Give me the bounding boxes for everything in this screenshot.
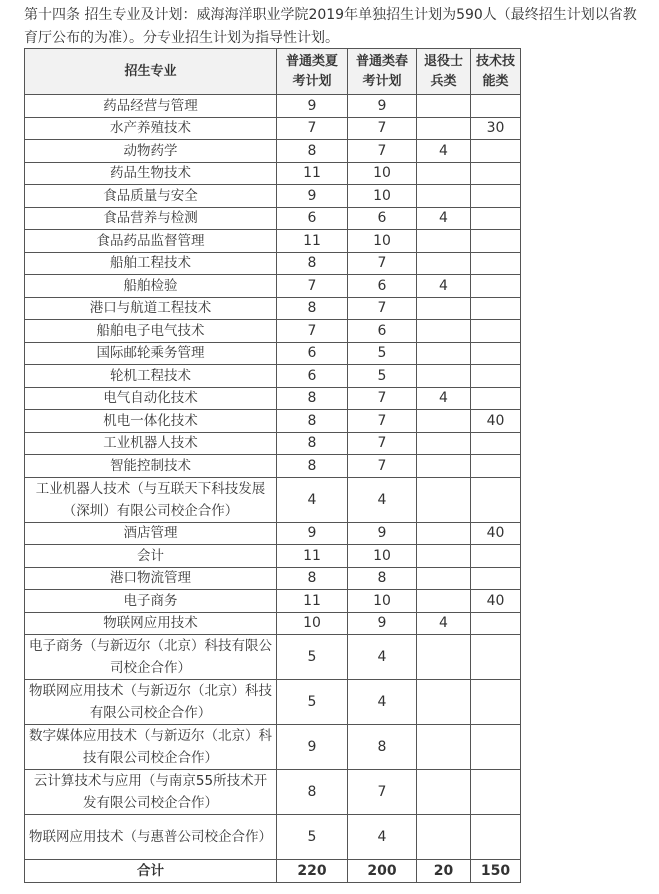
cell-major: 船舶电子电气技术 <box>25 320 277 343</box>
cell-spring: 8 <box>348 567 417 590</box>
cell-skill <box>471 815 521 860</box>
cell-veteran <box>417 545 471 568</box>
cell-spring: 10 <box>348 162 417 185</box>
table-row <box>25 230 521 253</box>
cell-major: 食品营养与检测 <box>25 207 277 230</box>
cell-major: 轮机工程技术 <box>25 365 277 388</box>
header-veteran: 退役士兵类 <box>417 49 471 95</box>
cell-major: 水产养殖技术 <box>25 117 277 140</box>
cell-skill: 40 <box>471 522 521 545</box>
cell-veteran: 4 <box>417 207 471 230</box>
cell-major: 物联网应用技术（与惠普公司校企合作） <box>25 815 277 860</box>
cell-skill <box>471 635 521 680</box>
cell-spring: 7 <box>348 387 417 410</box>
total-veteran: 20 <box>417 860 471 883</box>
table-row <box>25 815 521 860</box>
cell-major: 药品经营与管理 <box>25 95 277 118</box>
cell-major: 物联网应用技术 <box>25 612 277 635</box>
cell-major: 物联网应用技术（与新迈尔（北京）科技有限公司校企合作） <box>25 680 277 725</box>
cell-skill <box>471 680 521 725</box>
cell-spring: 10 <box>348 230 417 253</box>
cell-spring: 10 <box>348 545 417 568</box>
cell-summer: 9 <box>277 725 348 770</box>
cell-major: 动物药学 <box>25 140 277 163</box>
cell-veteran <box>417 95 471 118</box>
cell-major: 船舶检验 <box>25 275 277 298</box>
cell-skill <box>471 387 521 410</box>
table-row <box>25 567 521 590</box>
cell-veteran <box>417 635 471 680</box>
cell-spring: 7 <box>348 140 417 163</box>
total-spring: 200 <box>348 860 417 883</box>
cell-spring: 4 <box>348 477 417 522</box>
table-row <box>25 725 521 770</box>
table-body <box>25 95 521 860</box>
cell-veteran <box>417 815 471 860</box>
table-row <box>25 635 521 680</box>
cell-veteran <box>417 342 471 365</box>
cell-skill: 40 <box>471 590 521 613</box>
cell-veteran: 4 <box>417 612 471 635</box>
cell-summer: 7 <box>277 320 348 343</box>
cell-skill <box>471 477 521 522</box>
cell-skill <box>471 545 521 568</box>
cell-spring: 9 <box>348 612 417 635</box>
cell-veteran: 4 <box>417 275 471 298</box>
cell-summer: 5 <box>277 635 348 680</box>
cell-summer: 6 <box>277 365 348 388</box>
cell-veteran <box>417 522 471 545</box>
cell-spring: 6 <box>348 320 417 343</box>
cell-skill <box>471 140 521 163</box>
cell-major: 酒店管理 <box>25 522 277 545</box>
cell-skill <box>471 162 521 185</box>
intro-paragraph: 第十四条 招生专业及计划：威海海洋职业学院2019年单独招生计划为590人（最终招生计划以省教育厅公布的为准）。分专业招生计划为指导性计划。 <box>24 7 637 46</box>
cell-summer: 8 <box>277 387 348 410</box>
cell-major: 工业机器人技术（与互联天下科技发展（深圳）有限公司校企合作） <box>25 477 277 522</box>
enrollment-plan-table <box>24 48 521 883</box>
cell-veteran <box>417 725 471 770</box>
cell-veteran <box>417 117 471 140</box>
table-row <box>25 140 521 163</box>
cell-summer: 5 <box>277 815 348 860</box>
cell-skill: 30 <box>471 117 521 140</box>
table-row <box>25 365 521 388</box>
table-row <box>25 590 521 613</box>
cell-summer: 9 <box>277 95 348 118</box>
table-row <box>25 252 521 275</box>
cell-veteran <box>417 770 471 815</box>
table-row <box>25 387 521 410</box>
cell-veteran <box>417 455 471 478</box>
cell-summer: 8 <box>277 567 348 590</box>
cell-spring: 9 <box>348 522 417 545</box>
cell-skill <box>471 230 521 253</box>
table-row <box>25 410 521 433</box>
total-skill: 150 <box>471 860 521 883</box>
cell-spring: 5 <box>348 365 417 388</box>
cell-skill <box>471 612 521 635</box>
cell-summer: 5 <box>277 680 348 725</box>
cell-major: 港口物流管理 <box>25 567 277 590</box>
cell-spring: 7 <box>348 410 417 433</box>
cell-veteran <box>417 410 471 433</box>
cell-major: 船舶工程技术 <box>25 252 277 275</box>
table-row <box>25 297 521 320</box>
cell-summer: 11 <box>277 162 348 185</box>
table-row <box>25 477 521 522</box>
cell-summer: 8 <box>277 297 348 320</box>
table-row <box>25 342 521 365</box>
cell-veteran: 4 <box>417 140 471 163</box>
cell-veteran <box>417 252 471 275</box>
cell-major: 会计 <box>25 545 277 568</box>
cell-summer: 11 <box>277 545 348 568</box>
table-row <box>25 185 521 208</box>
cell-skill <box>471 95 521 118</box>
table-row <box>25 320 521 343</box>
cell-spring: 7 <box>348 455 417 478</box>
cell-major: 食品药品监督管理 <box>25 230 277 253</box>
cell-skill <box>471 297 521 320</box>
cell-skill <box>471 185 521 208</box>
cell-veteran <box>417 162 471 185</box>
total-row <box>25 860 521 883</box>
table-row <box>25 432 521 455</box>
cell-summer: 8 <box>277 770 348 815</box>
cell-spring: 7 <box>348 770 417 815</box>
cell-summer: 9 <box>277 185 348 208</box>
cell-spring: 7 <box>348 117 417 140</box>
cell-veteran <box>417 320 471 343</box>
cell-spring: 10 <box>348 185 417 208</box>
table-row <box>25 680 521 725</box>
cell-skill <box>471 455 521 478</box>
cell-summer: 6 <box>277 342 348 365</box>
table-row <box>25 455 521 478</box>
cell-skill: 40 <box>471 410 521 433</box>
cell-major: 电气自动化技术 <box>25 387 277 410</box>
cell-spring: 6 <box>348 207 417 230</box>
cell-summer: 9 <box>277 522 348 545</box>
cell-veteran <box>417 477 471 522</box>
cell-veteran <box>417 680 471 725</box>
cell-veteran <box>417 297 471 320</box>
total-label: 合计 <box>25 860 277 883</box>
cell-skill <box>471 252 521 275</box>
cell-summer: 8 <box>277 432 348 455</box>
cell-major: 智能控制技术 <box>25 455 277 478</box>
cell-veteran: 4 <box>417 387 471 410</box>
header-major: 招生专业 <box>25 49 277 95</box>
cell-major: 国际邮轮乘务管理 <box>25 342 277 365</box>
cell-summer: 8 <box>277 410 348 433</box>
cell-major: 数字媒体应用技术（与新迈尔（北京）科技有限公司校企合作） <box>25 725 277 770</box>
cell-summer: 11 <box>277 590 348 613</box>
cell-veteran <box>417 185 471 208</box>
cell-spring: 7 <box>348 252 417 275</box>
cell-summer: 8 <box>277 252 348 275</box>
cell-skill <box>471 275 521 298</box>
cell-summer: 7 <box>277 275 348 298</box>
table-row <box>25 207 521 230</box>
cell-spring: 4 <box>348 635 417 680</box>
table-row <box>25 545 521 568</box>
cell-spring: 5 <box>348 342 417 365</box>
cell-summer: 6 <box>277 207 348 230</box>
table-row <box>25 117 521 140</box>
cell-summer: 4 <box>277 477 348 522</box>
header-skill: 技术技能类 <box>471 49 521 95</box>
cell-spring: 10 <box>348 590 417 613</box>
cell-spring: 7 <box>348 432 417 455</box>
cell-major: 食品质量与安全 <box>25 185 277 208</box>
cell-skill <box>471 567 521 590</box>
cell-spring: 8 <box>348 725 417 770</box>
cell-veteran <box>417 432 471 455</box>
cell-skill <box>471 207 521 230</box>
cell-spring: 4 <box>348 815 417 860</box>
cell-summer: 8 <box>277 140 348 163</box>
cell-major: 工业机器人技术 <box>25 432 277 455</box>
cell-veteran <box>417 365 471 388</box>
cell-skill <box>471 725 521 770</box>
cell-veteran <box>417 230 471 253</box>
table-row <box>25 275 521 298</box>
cell-spring: 6 <box>348 275 417 298</box>
cell-spring: 7 <box>348 297 417 320</box>
header-spring: 普通类春考计划 <box>348 49 417 95</box>
table-row <box>25 770 521 815</box>
table-header-row <box>25 49 521 95</box>
cell-skill <box>471 770 521 815</box>
cell-skill <box>471 320 521 343</box>
cell-skill <box>471 365 521 388</box>
cell-major: 机电一体化技术 <box>25 410 277 433</box>
table-row <box>25 522 521 545</box>
cell-summer: 10 <box>277 612 348 635</box>
cell-major: 港口与航道工程技术 <box>25 297 277 320</box>
cell-summer: 8 <box>277 455 348 478</box>
table-row <box>25 612 521 635</box>
cell-skill <box>471 432 521 455</box>
cell-skill <box>471 342 521 365</box>
cell-spring: 9 <box>348 95 417 118</box>
cell-major: 电子商务（与新迈尔（北京）科技有限公司校企合作） <box>25 635 277 680</box>
cell-major: 云计算技术与应用（与南京55所技术开发有限公司校企合作） <box>25 770 277 815</box>
table-row <box>25 162 521 185</box>
cell-veteran <box>417 567 471 590</box>
total-summer: 220 <box>277 860 348 883</box>
cell-summer: 11 <box>277 230 348 253</box>
table-row <box>25 95 521 118</box>
cell-major: 药品生物技术 <box>25 162 277 185</box>
cell-spring: 4 <box>348 680 417 725</box>
cell-veteran <box>417 590 471 613</box>
header-summer: 普通类夏考计划 <box>277 49 348 95</box>
cell-major: 电子商务 <box>25 590 277 613</box>
cell-summer: 7 <box>277 117 348 140</box>
